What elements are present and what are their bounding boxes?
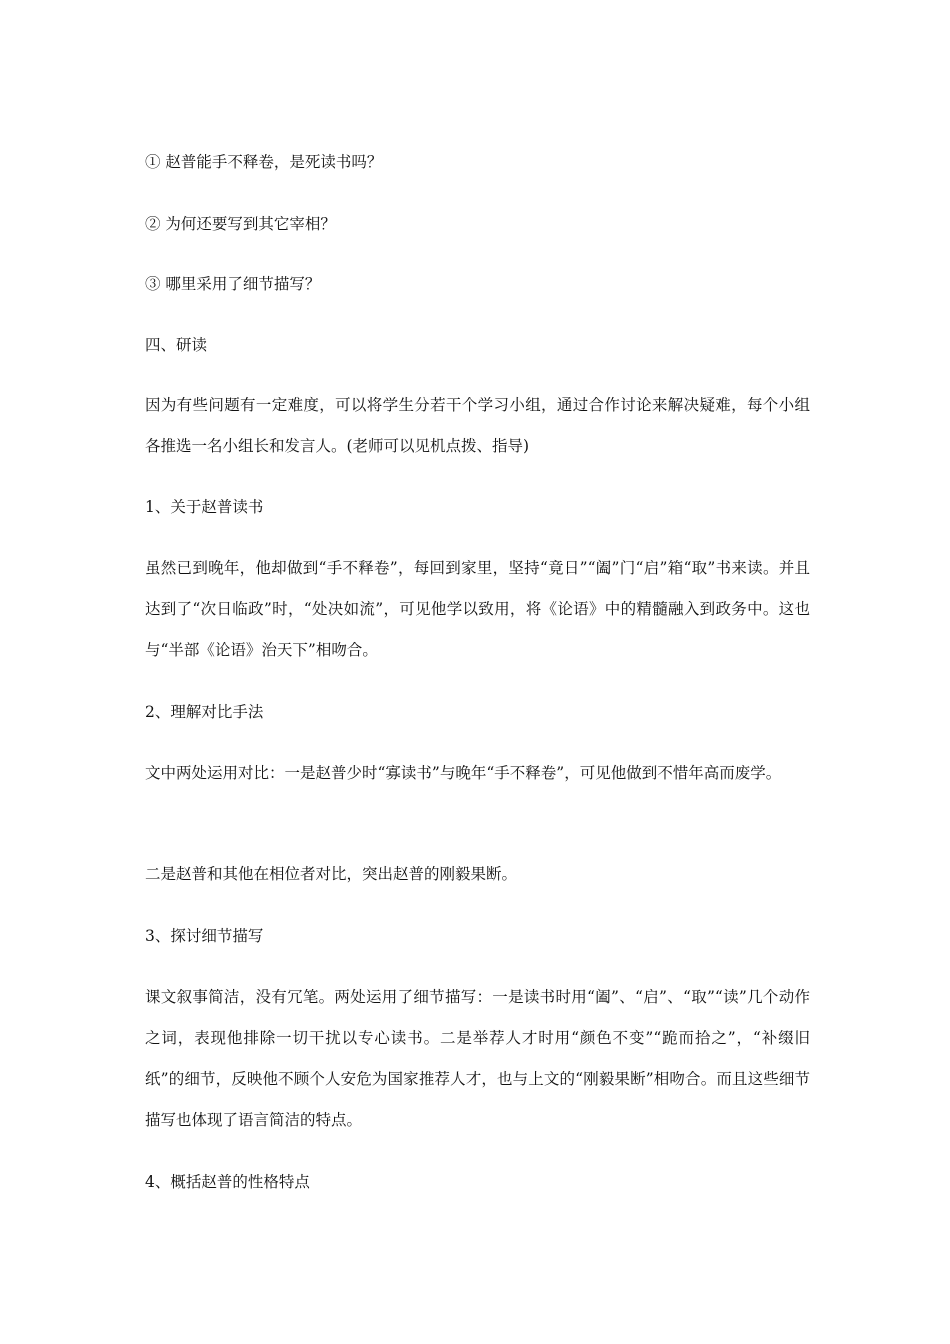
topic-1-paragraph: 虽然已到晚年，他却做到“手不释卷”，每回到家里，坚持“竟日”“阖”门“启”箱“取”书来读。并且达到了“次日临政”时，“处决如流”，可见他学以致用，将《论语》中的精髓融入到政务中。这也与“半部《论语》治天下”相吻合。 xyxy=(145,559,810,659)
topic-3-paragraph: 课文叙事简洁，没有冗笔。两处运用了细节描写：一是读书时用“阖”、“启”、“取”“读”几个动作之词，表现他排除一切干扰以专心读书。二是举荐人才时用“颜色不变”“跪而拾之”，“补缀旧纸”的细节，反映他不顾个人安危为国家推荐人才，也与上文的“刚毅果断”相吻合。而且这些细节描写也体现了语言简洁的特点。 xyxy=(145,988,810,1129)
question-3: ③ 哪里采用了细节描写？ xyxy=(145,275,321,293)
question-1: ① 赵普能手不释卷，是死读书吗？ xyxy=(145,153,383,171)
topic-2-heading: 2、理解对比手法 xyxy=(145,703,264,721)
topic-4-heading: 4、概括赵普的性格特点 xyxy=(145,1173,310,1191)
topic-1-heading: 1、关于赵普读书 xyxy=(145,498,264,516)
topic-2-paragraph-2: 二是赵普和其他在相位者对比，突出赵普的刚毅果断。 xyxy=(145,865,518,883)
section-heading: 四、研读 xyxy=(145,336,208,354)
topic-2-paragraph-1: 文中两处运用对比：一是赵普少时“寡读书”与晚年“手不释卷”，可见他做到不惜年高而废学。 xyxy=(145,764,782,782)
topic-3-heading: 3、探讨细节描写 xyxy=(145,927,264,945)
intro-paragraph: 因为有些问题有一定难度，可以将学生分若干个学习小组，通过合作讨论来解决疑难，每个小组各推选一名小组长和发言人。(老师可以见机点拨、指导) xyxy=(145,396,810,455)
question-2: ② 为何还要写到其它宰相？ xyxy=(145,215,336,233)
